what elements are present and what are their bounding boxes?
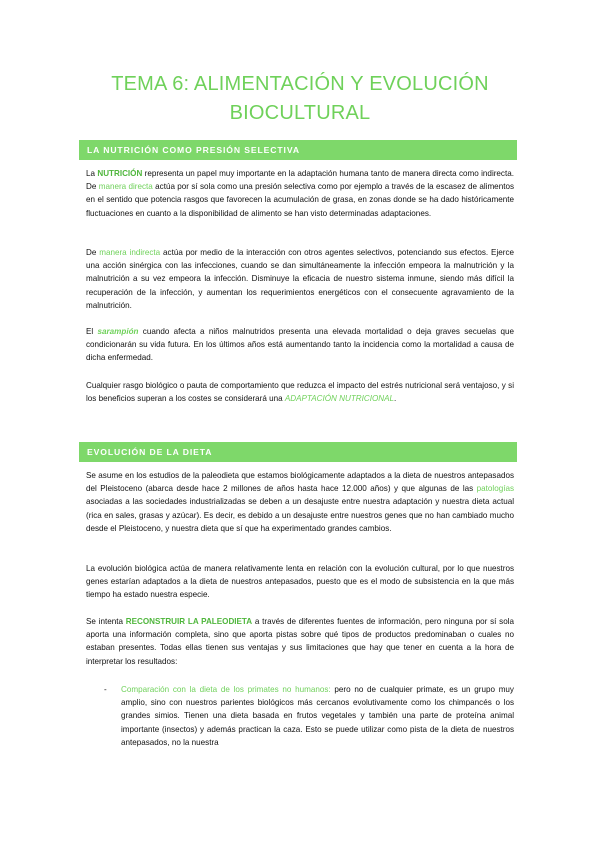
- paragraph-nutricion-intro: [86, 167, 514, 220]
- text-run: a través de diferentes fuentes de información, pero ninguna por sí sola aporta una información completa, sino que aporta pistas sobre qué tipos de productos predominaban o cuales no estaban presentes. Todas ellas tienen sus ventajas y sus limitaciones que hay que tener en cuenta a la hora de interpretar los resultados:: [86, 617, 514, 666]
- text-run: Se asume en los estudios de la paleodieta que estamos biológicamente adaptados a la dieta de nuestros antepasados del Pleistoceno (abarca desde hace 2 millones de años hasta hace 12.000 años) y que algunas de las: [86, 471, 514, 494]
- paragraph-paleodieta: [86, 469, 514, 535]
- text-run: Cualquier rasgo biológico o pauta de comportamiento que reduzca el impacto del estrés nutricional será ventajoso, y si los beneficios superan a los costes se considerará una: [86, 381, 514, 404]
- page-title-line-1: TEMA 6: ALIMENTACIÓN Y EVOLUCIÓN: [111, 73, 489, 95]
- text-run: asociadas a las sociedades industrializadas se deben a un desajuste entre nuestra adaptación y nuestra dieta actual (rica en sales, grasas y azúcar). Es decir, es debido a un desajuste entre nuestros genes que no han cambiado mucho desde el Pleistoceno, y nuestra dieta que sí que ha experimentado grandes cambios.: [86, 497, 514, 533]
- text-run: Se intenta: [86, 617, 126, 626]
- text-run: La: [86, 169, 98, 178]
- paragraph-reconstruir-paleodieta: [86, 615, 514, 668]
- text-run: .: [394, 394, 397, 404]
- highlight-term: Comparación con la dieta de los primates no humanos:: [121, 685, 331, 694]
- text-run: De: [86, 248, 100, 257]
- text-run: El: [86, 327, 98, 336]
- paragraph-manera-indirecta: [86, 246, 514, 312]
- highlight-term: manera directa: [98, 182, 153, 192]
- paragraph-sarampion: [86, 325, 514, 365]
- page-title: [60, 70, 540, 128]
- text-run: actúa por medio de la interacción con otros agentes selectivos, potenciando sus efectos. Ejerce una acción sinérgica con las infecciones, cuando se dan simultáneamente la infección empeora la malnutrición y la malnutrición a su vez empeora la infección. Disminuye la eficacia de nuestro sistema inmune, siendo más difícil la recuperación de la infección, y aumentan los requerimientos energéticos con el consecuente agravamiento de la malnutrición.: [86, 248, 514, 310]
- text-run: actúa por sí sola como una presión selectiva como por ejemplo a través de la escasez de alimentos en el sentido que potencia rasgos que favorecen la acumulación de grasa, en zonas donde se ha dado históricamente fluctuaciones en cuanto a la disponibilidad de alimento se han visto determinadas adaptaciones.: [86, 182, 514, 218]
- highlight-term: ADAPTACIÓN NUTRICIONAL: [284, 394, 395, 404]
- text-run: pero no de cualquier primate, es un grupo muy amplio, sino con nuestros parientes biológicos más cercanos evolutivamente como los chimpancés o los grandes simios. Tienen una dieta basada en frutos vegetales y también una parte de proteína animal importante (insectos) y además practican la caza. Esto se puede utilizar como pista de la dieta de nuestros antepasados, no la nuestra: [121, 685, 514, 747]
- highlight-term: NUTRICIÓN: [97, 169, 143, 178]
- bullet-dash: -: [104, 685, 107, 694]
- highlight-term: sarampión: [97, 327, 139, 336]
- highlight-term: patologías: [476, 484, 514, 494]
- text-run: cuando afecta a niños malnutridos presenta una elevada mortalidad o deja graves secuelas que condicionarán su vida futura. En los últimos años está aumentando tanto la incidencia como la mortalidad a causa de dicha enfermedad.: [86, 327, 514, 363]
- section-heading-nutricion: LA NUTRICIÓN COMO PRESIÓN SELECTIVA: [79, 140, 517, 160]
- list-item: [86, 683, 514, 763]
- section-heading-evolucion-dieta: EVOLUCIÓN DE LA DIETA: [79, 442, 517, 462]
- highlight-term: manera indirecta: [99, 248, 161, 257]
- highlight-term: RECONSTRUIR LA PALEODIETA: [125, 617, 253, 626]
- paragraph-adaptacion-nutricional: [86, 379, 514, 405]
- text-run: representa un papel muy importante en la adaptación humana tanto de manera directa como indirecta. De: [86, 169, 514, 192]
- list-item-text: [121, 683, 514, 749]
- paragraph-evolucion-biologica: La evolución biológica actúa de manera relativamente lenta en relación con la evolución cultural, por lo que nuestros genes estarían adaptados a la dieta de nuestros antepasados, puesto que es el modo de subsistencia en la que más tiempo ha estado nuestra especie.: [86, 564, 514, 600]
- page-title-line-2: BIOCULTURAL: [229, 102, 371, 124]
